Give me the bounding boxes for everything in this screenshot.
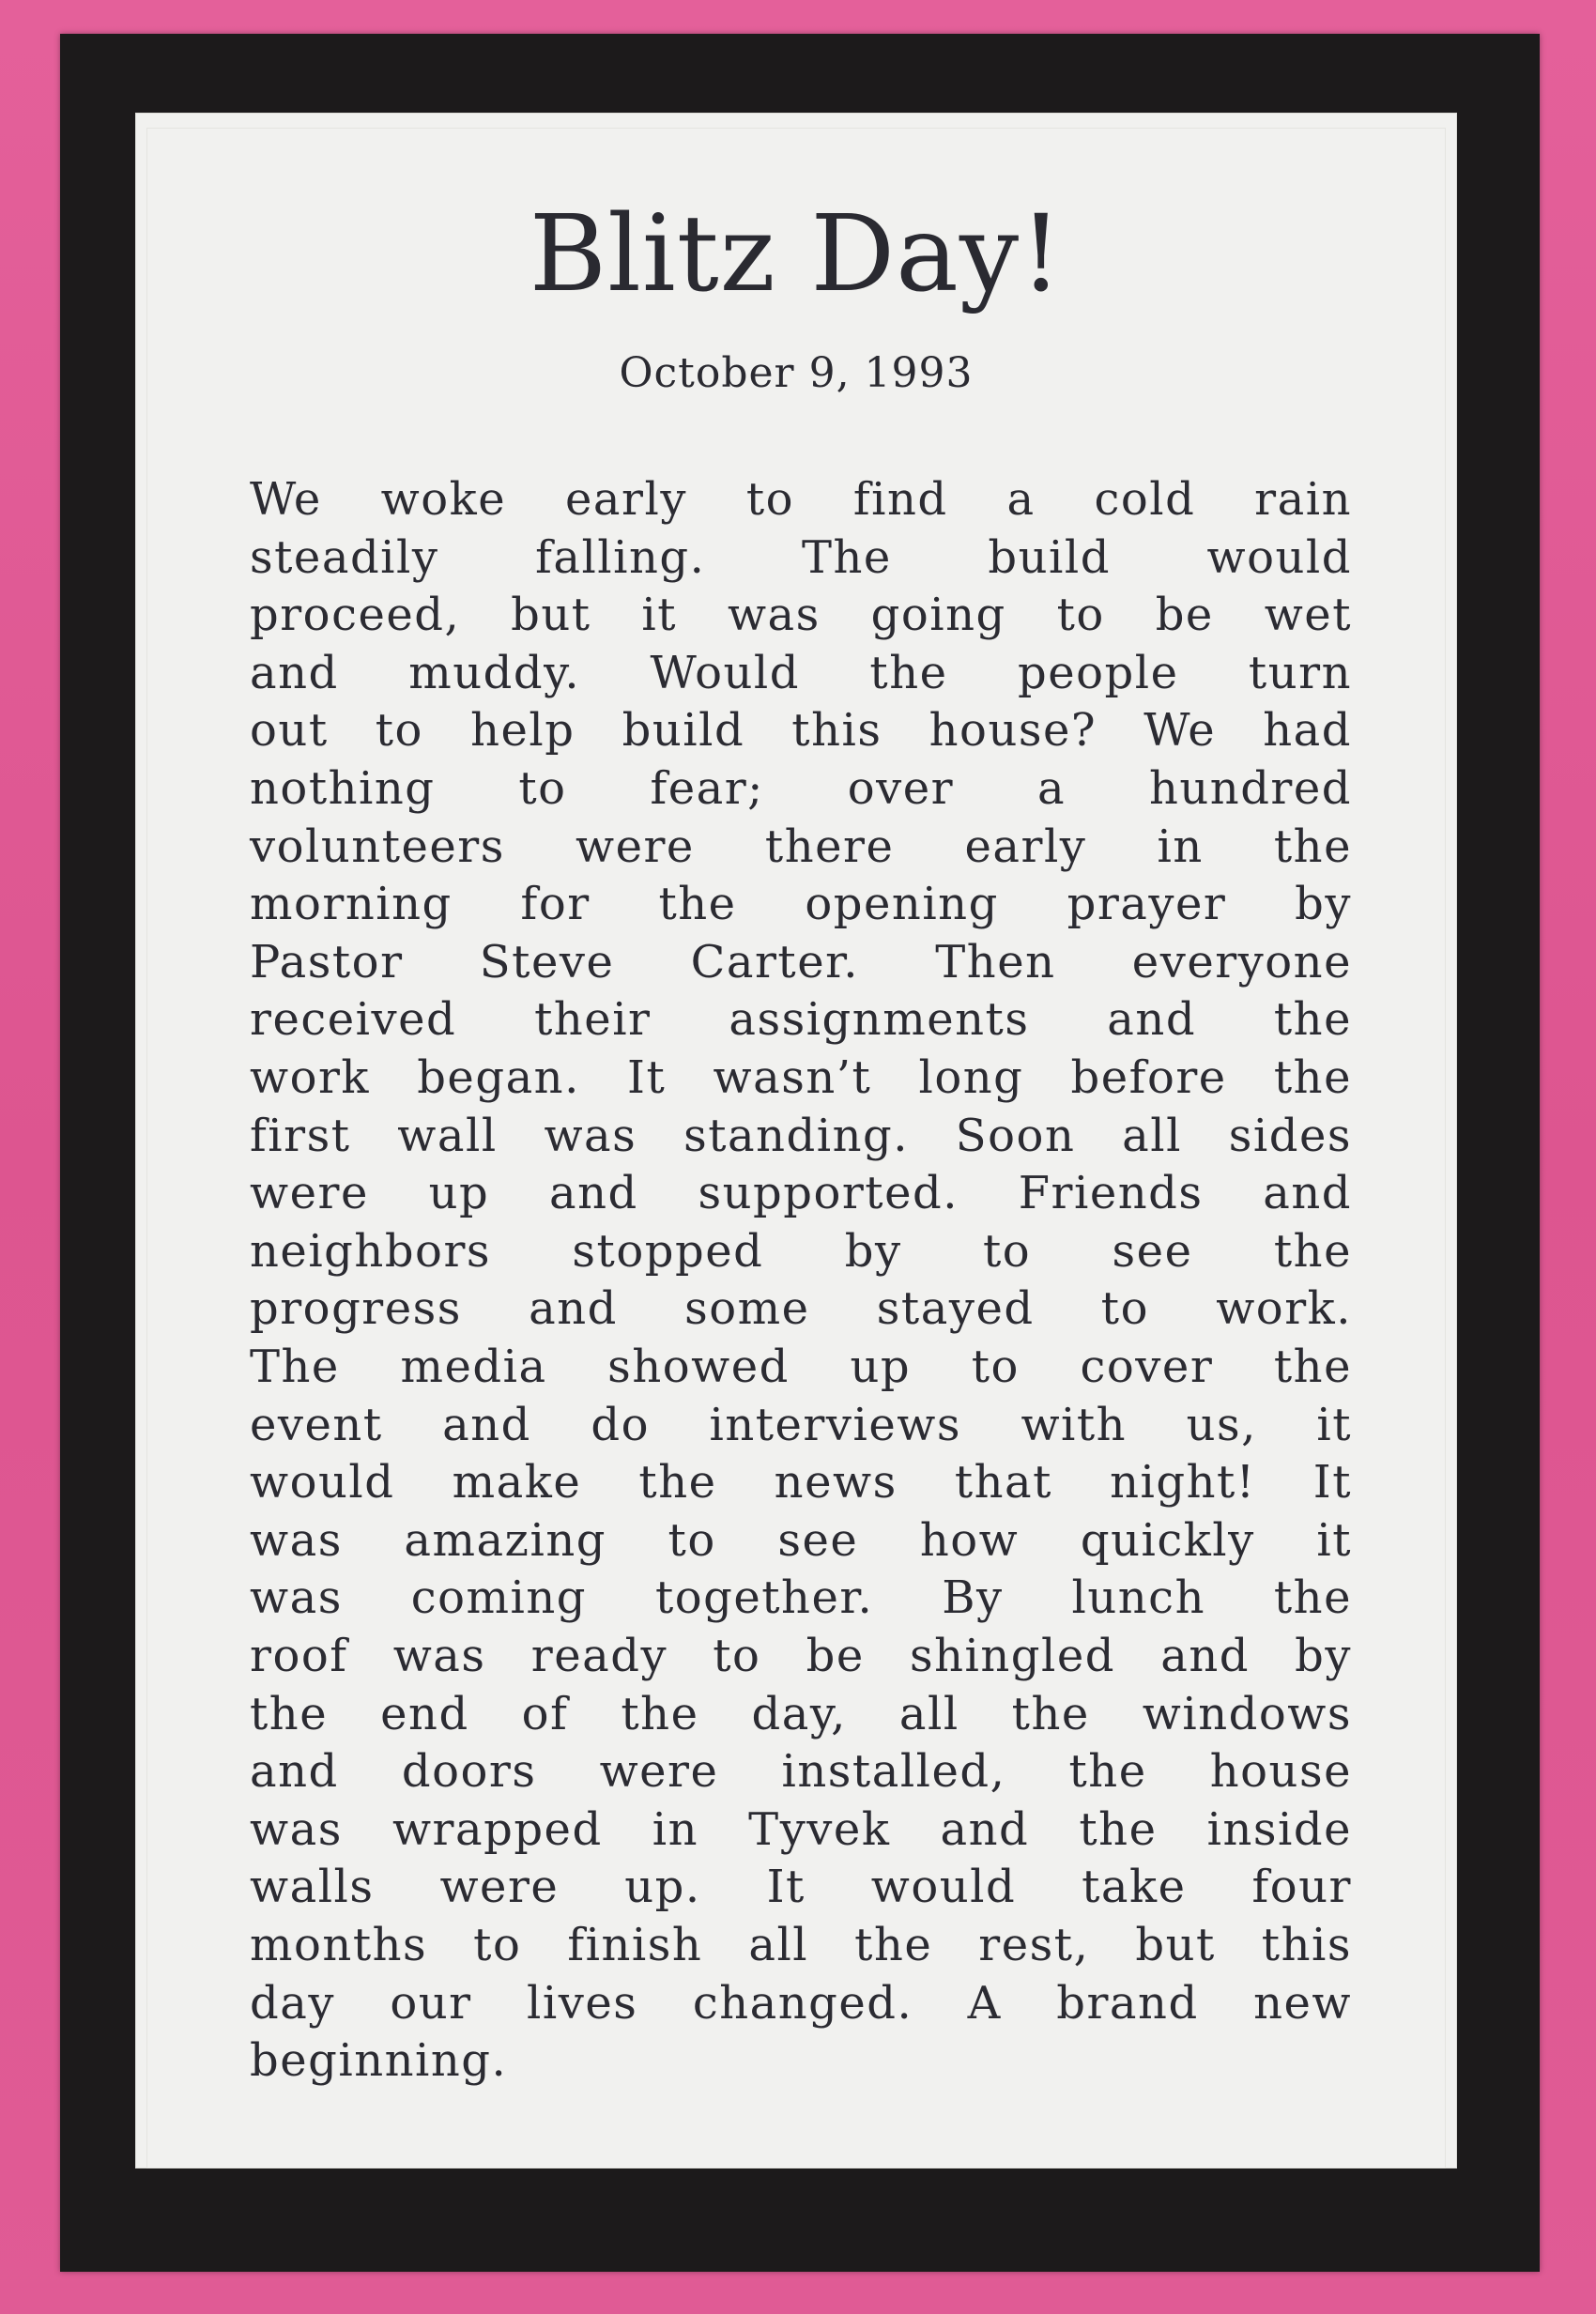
story-line: walls were up. It would take four <box>250 1861 1352 1914</box>
story-line: roof was ready to be shingled and by <box>250 1630 1352 1682</box>
story-line: work began. It wasn’t long before the <box>250 1051 1352 1104</box>
story-line: steadily falling. The build would <box>250 530 1352 584</box>
story-line: day our lives changed. A brand new <box>250 1976 1352 2030</box>
story-line: and muddy. Would the people turn <box>250 646 1352 699</box>
story-line: was coming together. By lunch the <box>250 1571 1352 1625</box>
story-line: was amazing to see how quickly it <box>250 1513 1352 1567</box>
story-line: months to finish all the rest, but this <box>250 1919 1352 1971</box>
story-line: event and do interviews with us, it <box>250 1398 1352 1451</box>
story-line: proceed, but it was going to be wet <box>250 589 1352 642</box>
story-line: volunteers were there early in the <box>250 820 1352 873</box>
story-line: received their assignments and the <box>250 993 1352 1047</box>
story-line: out to help build this house? We had <box>250 704 1352 758</box>
story-line: The media showed up to cover the <box>250 1341 1352 1393</box>
card-title: Blitz Day! <box>529 193 1064 315</box>
card-date: October 9, 1993 <box>619 349 974 397</box>
story-line: first wall was standing. Soon all sides <box>250 1109 1352 1162</box>
story-line: was wrapped in Tyvek and the inside <box>250 1802 1352 1856</box>
story-line: Pastor Steve Carter. Then everyone <box>250 935 1352 988</box>
story-line: neighbors stopped by to see the <box>250 1224 1352 1278</box>
story-line: beginning. <box>250 2034 508 2088</box>
story-line: nothing to fear; over a hundred <box>250 762 1352 815</box>
story-line: the end of the day, all the windows <box>250 1687 1352 1740</box>
story-line: progress and some stayed to work. <box>250 1282 1352 1336</box>
story-line: were up and supported. Friends and <box>250 1167 1352 1220</box>
story-line: We woke early to find a cold rain <box>250 473 1352 526</box>
story-line: morning for the opening prayer by <box>250 878 1352 931</box>
journaling-card <box>135 113 1457 2168</box>
story-line: would make the news that night! It <box>250 1456 1352 1509</box>
story-line: and doors were installed, the house <box>250 1745 1352 1799</box>
